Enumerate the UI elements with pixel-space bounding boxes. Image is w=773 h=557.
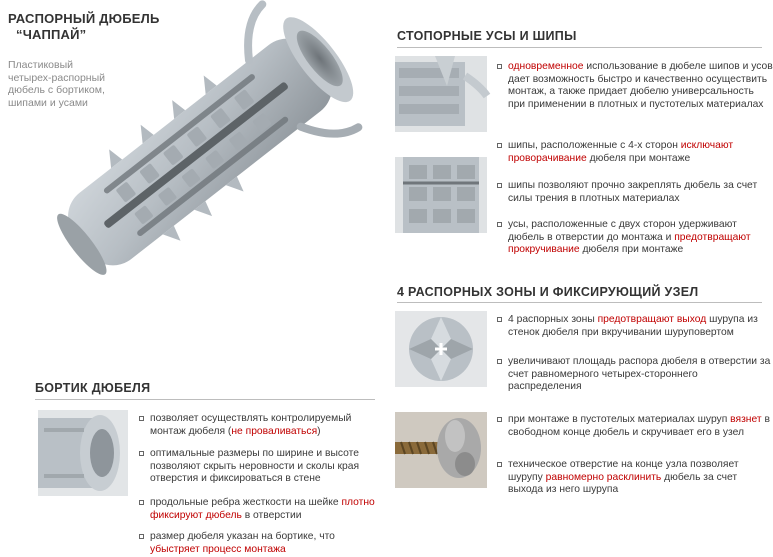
- cross-section-image: [395, 311, 487, 387]
- collar-bullet-4: размер дюбеля указан на бортике, что убыстряет процесс монтажа: [139, 531, 380, 556]
- spikes-detail-image: [395, 157, 487, 233]
- stoppers-bullet-2: шипы, расположенные с 4-х сторон исключают проворачивание дюбеля при монтаже: [497, 140, 773, 165]
- section-title-collar: БОРТИК ДЮБЕЛЯ: [35, 381, 151, 395]
- thumb-cross-section: [395, 311, 487, 387]
- stoppers-bullet-1: одновременное использование в дюбеле шипов и усов дает возможность быстро и качественно осуществить монтаж, а также придает дюбелю универсальность при применении в плотных и пустотелых материалах: [497, 61, 773, 111]
- divider: [397, 302, 762, 303]
- thumb-whiskers: [395, 56, 487, 132]
- divider: [397, 47, 762, 48]
- whiskers-detail-image: [395, 56, 487, 132]
- section-title-stoppers: СТОПОРНЫЕ УСЫ И ШИПЫ: [397, 29, 577, 43]
- collar-detail-image: [38, 410, 128, 496]
- stoppers-bullet-4: усы, расположенные с двух сторон удерживают дюбель в отверстии до монтажа и предотвращают прокручивание дюбеля при монтаже: [497, 219, 773, 257]
- collar-bullet-3: продольные ребра жесткости на шейке плотно фиксируют дюбель в отверстии: [139, 497, 380, 522]
- zones-bullet-2: увеличивают площадь распора дюбеля в отверстии за счет равномерного четырех-стороннего распределения: [497, 356, 773, 394]
- zones-bullet-4: техническое отверстие на конце узла позволяет шурупу равномерно расклинить дюбель за счет выхода из него шурупа: [497, 459, 773, 497]
- thumb-knot: [395, 412, 487, 488]
- section-title-zones: 4 РАСПОРНЫХ ЗОНЫ И ФИКСИРУЮЩИЙ УЗЕЛ: [397, 285, 699, 299]
- page-title: РАСПОРНЫЙ ДЮБЕЛЬ “ЧАППАЙ”: [8, 11, 160, 42]
- zones-bullet-1: 4 распорных зоны предотвращают выход шурупа из стенок дюбеля при вкручивании шуруповертом: [497, 314, 773, 339]
- product-description: Пластиковый четырех-распорный дюбель с бортиком, шипами и усами: [8, 59, 106, 109]
- zones-bullet-3: при монтаже в пустотелых материалах шуруп вязнет в свободном конце дюбель и скручивает его в узел: [497, 414, 773, 439]
- collar-bullet-1: позволяет осуществлять контролируемый монтаж дюбеля (не проваливаться): [139, 413, 380, 438]
- divider: [35, 399, 375, 400]
- thumb-spikes: [395, 157, 487, 233]
- knot-screw-image: [395, 412, 487, 488]
- stoppers-bullet-3: шипы позволяют прочно закреплять дюбель за счет силы трения в плотных материалах: [497, 180, 773, 205]
- dowel-illustration: [40, 2, 380, 312]
- collar-bullet-2: оптимальные размеры по ширине и высоте позволяют скрыть неровности и сколы края отверстия и фиксироваться в стене: [139, 448, 380, 486]
- thumb-collar: [38, 410, 128, 496]
